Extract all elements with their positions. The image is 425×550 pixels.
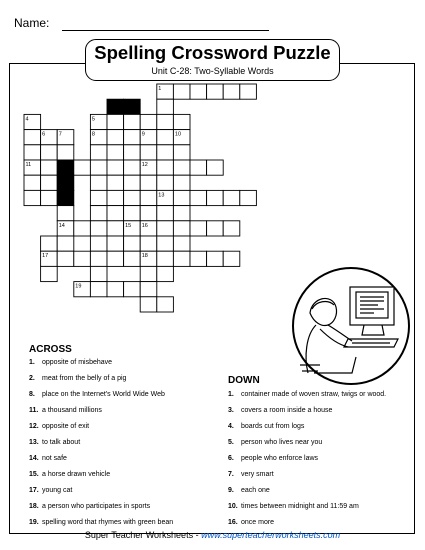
across-clue-list — [29, 358, 173, 534]
grid-cell[interactable] — [107, 160, 124, 175]
down-clue — [228, 470, 386, 486]
grid-cell[interactable] — [157, 145, 174, 160]
black-cell — [57, 160, 74, 175]
grid-cell[interactable] — [24, 190, 41, 205]
grid-cell[interactable] — [207, 251, 224, 266]
grid-cell[interactable] — [90, 236, 107, 251]
clue-text: people who enforce laws — [241, 455, 319, 462]
grid-cell[interactable] — [57, 145, 74, 160]
clue-number: 13. — [29, 439, 39, 446]
clue-number: 3. — [228, 407, 234, 414]
grid-cell[interactable] — [124, 236, 141, 251]
grid-cell[interactable] — [107, 282, 124, 297]
grid-cell[interactable] — [140, 114, 157, 129]
cell-number: 18 — [141, 253, 148, 260]
clue-number: 4. — [228, 423, 234, 430]
down-clue — [228, 502, 386, 518]
grid-cell[interactable] — [140, 175, 157, 190]
grid-cell[interactable] — [223, 84, 240, 99]
down-clue — [228, 454, 386, 470]
grid-cell[interactable] — [74, 221, 91, 236]
grid-cell[interactable] — [107, 221, 124, 236]
grid-cell[interactable] — [24, 145, 41, 160]
black-cell — [57, 190, 74, 205]
grid-cell[interactable] — [107, 175, 124, 190]
across-clue — [29, 406, 173, 422]
clue-number: 14. — [29, 455, 39, 462]
grid-cell[interactable] — [157, 175, 174, 190]
grid-cell[interactable] — [140, 145, 157, 160]
grid-cell[interactable] — [90, 251, 107, 266]
clue-number: 12. — [29, 423, 39, 430]
clue-text: each one — [241, 487, 270, 494]
clue-text: container made of woven straw, twigs or wood. — [241, 391, 387, 398]
clue-text: opposite of exit — [42, 423, 90, 430]
grid-cell[interactable] — [24, 175, 41, 190]
cell-number: 17 — [42, 253, 49, 260]
down-clue — [228, 390, 386, 406]
clue-number: 15. — [29, 471, 39, 478]
grid-cell[interactable] — [90, 221, 107, 236]
cell-number: 19 — [75, 283, 82, 290]
down-clue-list — [228, 390, 386, 534]
across-clue — [29, 502, 173, 518]
cell-number: 13 — [158, 192, 165, 199]
grid-cell[interactable] — [207, 160, 224, 175]
grid-cell[interactable] — [140, 282, 157, 297]
across-clue — [29, 470, 173, 486]
grid-cell[interactable] — [190, 190, 207, 205]
cell-number: 9 — [141, 131, 145, 138]
grid-cell[interactable] — [190, 251, 207, 266]
grid-cell[interactable] — [173, 190, 190, 205]
student-computer-illustration — [290, 265, 412, 387]
grid-cell[interactable] — [240, 190, 257, 205]
grid-cell[interactable] — [107, 145, 124, 160]
down-heading: DOWN — [228, 375, 260, 386]
clue-number: 6. — [228, 455, 234, 462]
clue-text: boards cut from logs — [241, 423, 305, 430]
clue-number: 11. — [29, 407, 39, 414]
across-clue — [29, 374, 173, 390]
grid-cell[interactable] — [173, 251, 190, 266]
clue-number: 17. — [29, 487, 39, 494]
clue-number: 9. — [228, 487, 234, 494]
grid-cell[interactable] — [90, 175, 107, 190]
down-clue — [228, 438, 386, 454]
clue-text: very smart — [241, 471, 274, 478]
grid-cell[interactable] — [157, 206, 174, 221]
grid-cell[interactable] — [90, 190, 107, 205]
grid-cell[interactable] — [157, 221, 174, 236]
grid-cell[interactable] — [90, 206, 107, 221]
clue-number: 10. — [228, 503, 238, 510]
clue-text: not safe — [42, 455, 67, 462]
cell-number: 6 — [42, 131, 46, 138]
grid-cell[interactable] — [124, 145, 141, 160]
clue-number: 2. — [29, 375, 35, 382]
grid-cell[interactable] — [157, 130, 174, 145]
clue-text: once more — [241, 519, 275, 526]
clue-number: 1. — [29, 359, 35, 366]
grid-cell[interactable] — [107, 236, 124, 251]
grid-cell[interactable] — [41, 190, 58, 205]
page-subtitle: Unit C-28: Two-Syllable Words — [151, 66, 274, 76]
grid-cell[interactable] — [24, 130, 41, 145]
grid-cell[interactable] — [157, 251, 174, 266]
footer-url[interactable]: www.superteacherworksheets.com — [201, 530, 341, 540]
grid-cell[interactable] — [223, 251, 240, 266]
grid-cell[interactable] — [207, 221, 224, 236]
cell-number: 16 — [141, 222, 148, 229]
clue-text: opposite of misbehave — [42, 359, 113, 366]
down-clue — [228, 486, 386, 502]
clue-number: 8. — [29, 391, 35, 398]
cell-number: 5 — [91, 116, 95, 123]
grid-cell[interactable] — [157, 236, 174, 251]
grid-cell[interactable] — [240, 84, 257, 99]
grid-cell[interactable] — [124, 175, 141, 190]
cell-number: 12 — [141, 162, 148, 168]
grid-cell[interactable] — [107, 190, 124, 205]
grid-cell[interactable] — [107, 114, 124, 129]
grid-cell[interactable] — [124, 206, 141, 221]
clue-text: place on the Internet's World Wide Web — [42, 391, 165, 398]
footer — [0, 530, 425, 540]
grid-cell[interactable] — [41, 145, 58, 160]
cell-number: 8 — [91, 131, 95, 138]
across-clue — [29, 390, 173, 406]
clue-text: young cat — [42, 487, 73, 494]
cell-number: 4 — [25, 116, 29, 123]
grid-cell[interactable] — [107, 251, 124, 266]
grid-cell[interactable] — [74, 251, 91, 266]
down-clue — [228, 406, 386, 422]
clue-number: 1. — [228, 391, 234, 398]
grid-cell[interactable] — [124, 190, 141, 205]
grid-cell[interactable] — [207, 84, 224, 99]
grid-cell[interactable] — [173, 114, 190, 129]
grid-cell[interactable] — [173, 145, 190, 160]
grid-cell[interactable] — [57, 236, 74, 251]
clue-text: times between midnight and 11:59 am — [241, 503, 359, 510]
grid-cell[interactable] — [173, 221, 190, 236]
grid-cell[interactable] — [124, 114, 141, 129]
across-clue — [29, 438, 173, 454]
grid-cell[interactable] — [207, 190, 224, 205]
grid-cell[interactable] — [90, 282, 107, 297]
grid-cell[interactable] — [157, 99, 174, 114]
clue-number: 19. — [29, 519, 39, 526]
footer-brand: Super Teacher Worksheets - — [84, 530, 202, 540]
grid-cell[interactable] — [190, 84, 207, 99]
clue-text: to talk about — [42, 439, 81, 446]
grid-cell[interactable] — [124, 130, 141, 145]
across-clue — [29, 486, 173, 502]
clue-text: a person who participates in sports — [42, 503, 151, 510]
grid-cell[interactable] — [41, 266, 58, 281]
clue-text: covers a room inside a house — [241, 407, 333, 414]
grid-cell[interactable] — [140, 206, 157, 221]
grid-cell[interactable] — [173, 206, 190, 221]
cell-number: 7 — [58, 131, 62, 138]
clue-text: spelling word that rhymes with green bean — [42, 519, 174, 526]
grid-cell[interactable] — [41, 160, 58, 175]
clue-text: meat from the belly of a pig — [42, 375, 127, 382]
grid-cell[interactable] — [190, 160, 207, 175]
clue-number: 5. — [228, 439, 234, 446]
across-clue — [29, 454, 173, 470]
grid-cell[interactable] — [157, 160, 174, 175]
grid-cell[interactable] — [140, 190, 157, 205]
grid-cell[interactable] — [124, 282, 141, 297]
grid-cell[interactable] — [107, 206, 124, 221]
name-label: Name: — [14, 16, 50, 30]
grid-cell[interactable] — [90, 160, 107, 175]
cell-number: 2 — [108, 101, 112, 108]
grid-cell[interactable] — [223, 221, 240, 236]
cell-number: 10 — [174, 131, 182, 138]
grid-cell[interactable] — [157, 297, 174, 312]
clue-number: 18. — [29, 503, 39, 510]
grid-cell[interactable] — [190, 221, 207, 236]
grid-cell[interactable] — [223, 190, 240, 205]
page-title: Spelling Crossword Puzzle — [94, 42, 331, 63]
grid-cell[interactable] — [173, 84, 190, 99]
grid-cell[interactable] — [74, 160, 91, 175]
grid-cell[interactable] — [107, 130, 124, 145]
grid-cell[interactable] — [173, 175, 190, 190]
across-clue — [29, 422, 173, 438]
grid-cell[interactable] — [41, 175, 58, 190]
clue-text: person who lives near you — [241, 439, 323, 446]
black-cell — [57, 175, 74, 190]
grid-cell[interactable] — [157, 114, 174, 129]
grid-cell[interactable] — [157, 266, 174, 281]
clue-text: a thousand millions — [42, 407, 102, 414]
grid-cell[interactable] — [124, 251, 141, 266]
grid-cell[interactable] — [90, 145, 107, 160]
grid-cell[interactable] — [124, 160, 141, 175]
grid-cell[interactable] — [57, 206, 74, 221]
cell-number: 3 — [125, 101, 129, 108]
down-clue — [228, 422, 386, 438]
grid-cell[interactable] — [57, 251, 74, 266]
across-heading: ACROSS — [29, 344, 72, 355]
cell-number: 1 — [158, 86, 162, 92]
clue-number: 16. — [228, 519, 238, 526]
grid-cell[interactable] — [173, 160, 190, 175]
grid-cell[interactable] — [140, 266, 157, 281]
grid-cell[interactable] — [90, 266, 107, 281]
clue-text: a horse drawn vehicle — [42, 471, 111, 478]
grid-cell[interactable] — [173, 236, 190, 251]
grid-cell[interactable] — [41, 236, 58, 251]
grid-cell[interactable] — [140, 297, 157, 312]
grid-cell[interactable] — [140, 236, 157, 251]
cell-number: 14 — [58, 222, 65, 229]
clue-number: 7. — [228, 471, 234, 478]
cell-number: 15 — [125, 222, 132, 229]
cell-number: 11 — [25, 162, 32, 168]
across-clue — [29, 358, 173, 374]
